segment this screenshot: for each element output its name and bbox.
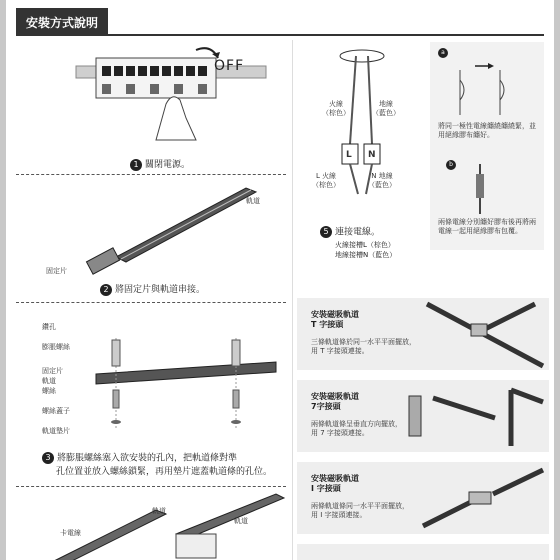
label-track-washer: 軌道墊片 xyxy=(42,427,70,435)
n-terminal-color: （藍色） xyxy=(368,181,396,190)
label-drill-hole: 鑽孔 xyxy=(42,323,56,331)
step2-number: 2 xyxy=(100,284,112,296)
t-connector-desc xyxy=(311,338,416,357)
l-terminal-label xyxy=(312,172,340,190)
step1-text: 關閉電源。 xyxy=(145,160,191,170)
n-terminal-text: N 地線 xyxy=(371,172,393,180)
label-fixing-piece: 固定片 xyxy=(42,367,63,375)
step4-cover-label: 卡電線 xyxy=(60,529,81,537)
page-title: 安裝方式說明 xyxy=(16,8,108,34)
seven-connector-box xyxy=(297,380,549,452)
t-connector-title-line2: T 字接頭 xyxy=(311,320,344,329)
step2-divider xyxy=(16,302,286,303)
i-connector-desc xyxy=(311,502,409,521)
step1-caption xyxy=(130,157,190,171)
live-wire-label xyxy=(322,100,350,118)
i-connector-title xyxy=(311,474,359,494)
off-label: OFF xyxy=(214,58,245,74)
next-connector-box xyxy=(297,544,549,560)
i-connector-box xyxy=(297,462,549,534)
step4-track-left-label: 軌道 xyxy=(152,507,166,515)
header-underline xyxy=(16,34,544,36)
step5-caption xyxy=(320,226,396,260)
seven-connector-title-line2: 7字接頭 xyxy=(311,402,341,411)
step2-clip-label: 固定片 xyxy=(46,267,67,275)
i-connector-title-line1: 安裝磁吸軌道 xyxy=(311,474,359,483)
step2-track-label: 軌道 xyxy=(246,197,260,205)
t-connector-icon xyxy=(423,300,549,370)
live-wire-text: 火線 xyxy=(329,100,343,108)
tip-b-badge: b xyxy=(446,160,456,170)
tip-a-illustration xyxy=(440,60,530,120)
step3-text-line1: 將膨脹螺絲塞入欲安裝的孔內，把軌道條對準 xyxy=(57,453,238,464)
step2-caption xyxy=(100,282,205,296)
tip-a-badge: a xyxy=(438,48,448,58)
live-wire-color: （棕色） xyxy=(322,109,350,118)
seven-connector-desc xyxy=(311,420,402,439)
n-terminal-label xyxy=(368,172,396,190)
step5-title: 連接電線。 xyxy=(335,227,381,238)
tip-b-text: 兩條電線分別纏好膠布後再將兩電線一起用絕緣膠布包覆。 xyxy=(438,218,536,236)
i-connector-desc-line2: 用 I 字接頭連接。 xyxy=(311,511,367,520)
step1-number: 1 xyxy=(130,159,142,171)
track-join-illustration xyxy=(26,494,286,560)
seven-connector-title xyxy=(311,392,359,412)
instruction-page xyxy=(6,0,554,560)
step1-divider xyxy=(16,174,286,175)
t-connector-desc-line2: 用 T 字接頭連接。 xyxy=(311,347,369,356)
terminal-n: N xyxy=(368,150,376,160)
seven-connector-desc-line2: 用 7 字接頭連接。 xyxy=(311,429,369,438)
step2-text: 將固定片與軌道串接。 xyxy=(115,285,206,295)
t-connector-desc-line1: 三條軌道條於同一水平平面擺放， xyxy=(311,338,416,346)
t-connector-title-line1: 安裝磁吸軌道 xyxy=(311,310,359,319)
neutral-wire-color: （藍色） xyxy=(372,109,400,118)
label-track: 軌道 xyxy=(42,377,56,385)
step3-divider xyxy=(16,486,286,487)
terminal-l: L xyxy=(346,150,352,160)
l-terminal-text: L 火線 xyxy=(315,172,337,180)
step5-line2: 地線接槽N（藍色） xyxy=(335,250,397,259)
l-terminal-color: （棕色） xyxy=(312,181,340,190)
wire-tip-panel xyxy=(430,42,544,250)
label-screw-cap: 螺絲蓋子 xyxy=(42,407,70,415)
seven-connector-icon xyxy=(403,384,547,450)
seven-connector-desc-line1: 兩條軌道條呈垂直方向擺放， xyxy=(311,420,402,428)
seven-connector-title-line1: 安裝磁吸軌道 xyxy=(311,392,359,401)
column-divider xyxy=(292,40,293,560)
step3-text-line2: 孔位置並放入螺絲鎖緊，再用墊片遮蓋軌道條的孔位。 xyxy=(56,467,273,477)
t-connector-title xyxy=(311,310,359,330)
i-connector-desc-line1: 兩條軌道條同一水平平面擺放， xyxy=(311,502,409,510)
step3-number: 3 xyxy=(42,452,54,464)
label-screw: 螺絲 xyxy=(42,387,56,395)
neutral-wire-text: 地線 xyxy=(379,100,393,108)
label-expansion-screw: 膨脹螺絲 xyxy=(42,343,70,351)
step5-number: 5 xyxy=(320,226,332,238)
step5-line1: 火線接槽L（棕色） xyxy=(335,240,395,249)
i-connector-title-line2: I 字接頭 xyxy=(311,484,341,493)
step3-caption xyxy=(42,452,272,480)
screw-mount-illustration xyxy=(76,318,286,438)
tip-a-text: 將同一極性電線纏繞纏繞緊，並用絕緣膠布纏好。 xyxy=(438,122,536,140)
step4-track-right-label: 軌道 xyxy=(234,517,248,525)
i-connector-icon xyxy=(417,466,547,532)
t-connector-box xyxy=(297,298,549,370)
tip-b-illustration xyxy=(470,164,500,214)
neutral-wire-label xyxy=(372,100,400,118)
